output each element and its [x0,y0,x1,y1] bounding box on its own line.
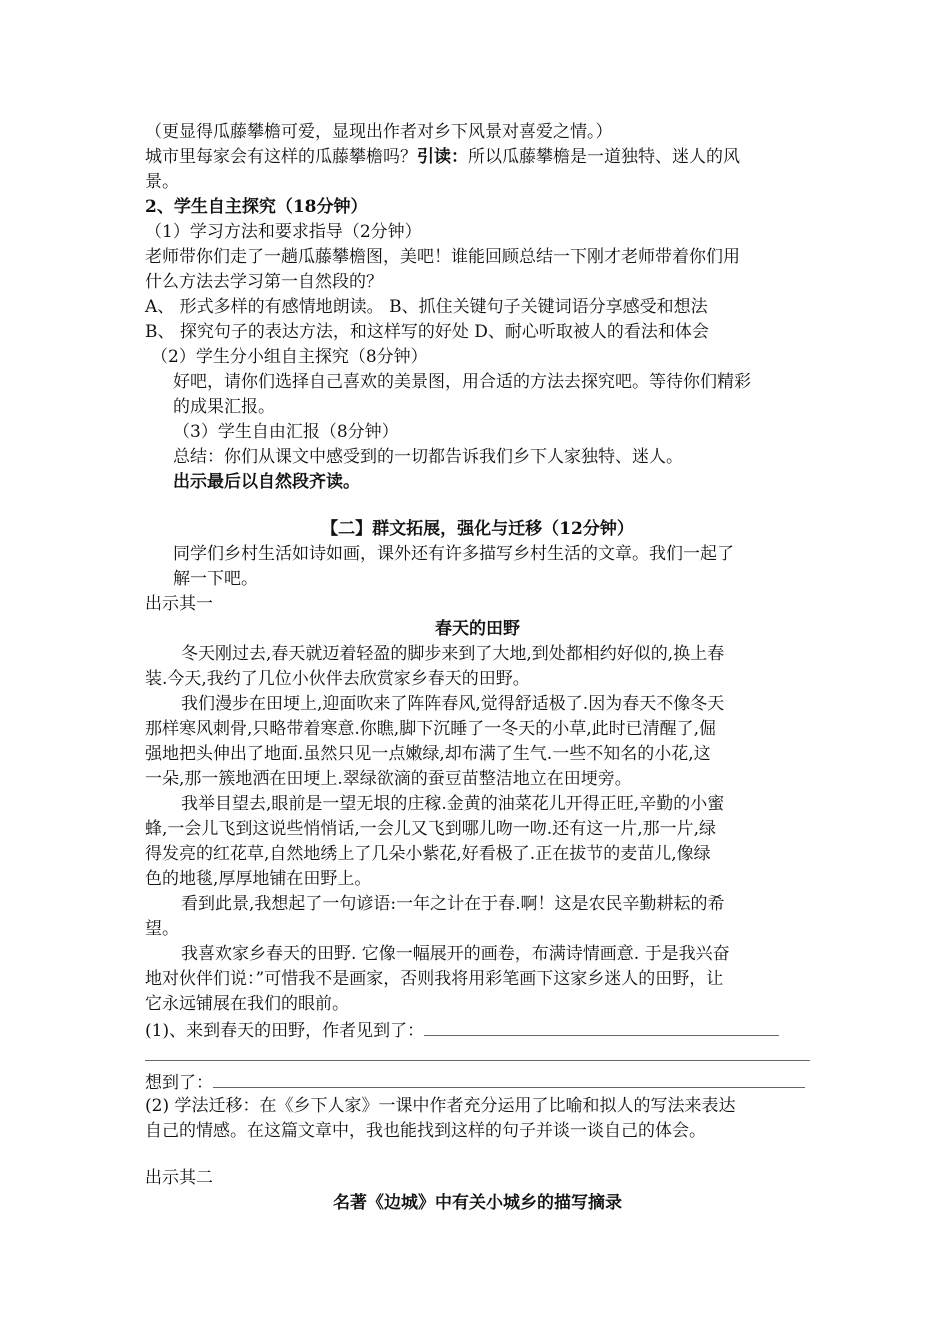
article-line: 强地把头伸出了地面.虽然只见一点嫩绿,却布满了生气.一些不知名的小花,这 [145,744,711,764]
question-line [145,1069,810,1094]
text-line: 出示其一 [145,594,213,614]
answer-blank[interactable] [213,1069,805,1088]
document-page [145,120,810,1216]
text-span: 城市里每家会有这样的瓜藤攀檐吗？ [145,147,417,167]
question-prompt: 想到了： [145,1073,213,1093]
summary-line: 总结：你们从课文中感受到的一切都告诉我们乡下人家独特、迷人。 [173,447,683,467]
option-line: B、 探究句子的表达方法，和这样写的好处 D、耐心听取被人的看法和体会 [145,322,709,342]
question-prompt: (1)、来到春天的田野，作者见到了： [145,1021,425,1041]
text-line: 景。 [145,172,179,192]
option-line: A、 形式多样的有感情地朗读。 B、抓住关键句子关键词语分享感受和想法 [145,297,708,317]
instruction-line: 出示最后以自然段齐读。 [173,472,360,492]
article-line: 它永远铺展在我们的眼前。 [145,994,349,1014]
subsection-title: （3）学生自由汇报（8分钟） [173,422,399,442]
article-line: 得发亮的红花草,自然地绣上了几朵小紫花,好看极了.正在拔节的麦苗儿,像绿 [145,844,711,864]
text-line [145,145,810,170]
text-line: 什么方法去学习第一自然段的？ [145,272,383,292]
article-title: 名著《边城》中有关小城乡的描写摘录 [333,1193,622,1213]
article-line: 地对伙伴们说：”可惜我不是画家，否则我将用彩笔画下这家乡迷人的田野，让 [145,969,724,989]
article-line: 看到此景,我想起了一句谚语:一年之计在于春.啊！这是农民辛勤耕耘的希 [181,894,725,914]
article-title: 春天的田野 [435,619,520,639]
question-line: (2) 学法迁移：在《乡下人家》一课中作者充分运用了比喻和拟人的写法来表达 [145,1096,736,1116]
subsection-title: （2）学生分小组自主探究（8分钟） [151,347,428,367]
article-line: 我举目望去,眼前是一望无垠的庄稼.金黄的油菜花儿开得正旺,辛勤的小蜜 [181,794,725,814]
answer-blank[interactable] [424,1017,779,1036]
article-line: 色的地毯,厚厚地铺在田野上。 [145,869,372,889]
article-line: 望。 [145,919,179,939]
question-line: 自己的情感。在这篇文章中，我也能找到这样的句子并谈一谈自己的体会。 [145,1121,706,1141]
article-line: 我喜欢家乡春天的田野. 它像一幅展开的画卷，布满诗情画意. 于是我兴奋 [181,944,730,964]
text-line: 同学们乡村生活如诗如画，课外还有许多描写乡村生活的文章。我们一起了 [173,544,734,564]
text-line: 解一下吧。 [173,569,258,589]
question-line [145,1017,810,1042]
article-line: 那样寒风刺骨,只略带着寒意.你瞧,脚下沉睡了一冬天的小草,此时已清醒了,倔 [145,719,717,739]
article-line: 一朵,那一簇地洒在田埂上.翠绿欲滴的蚕豆苗整洁地立在田埂旁。 [145,769,632,789]
answer-blank[interactable] [145,1042,810,1061]
guided-reading-label: 引读： [417,147,468,167]
text-line: 出示其二 [145,1168,213,1188]
text-line: （更显得瓜藤攀檐可爱，显现出作者对乡下风景对喜爱之情。） [145,122,613,142]
text-line: 好吧，请你们选择自己喜欢的美景图，用合适的方法去探究吧。等待你们精彩 [173,372,751,392]
article-line: 冬天刚过去,春天就迈着轻盈的脚步来到了大地,到处都相约好似的,换上春 [181,644,725,664]
text-line: 的成果汇报。 [173,397,275,417]
section-heading: 2、学生自主探究（18分钟） [145,197,368,217]
subsection-title: （1）学习方法和要求指导（2分钟） [145,222,422,242]
text-span: 所以瓜藤攀檐是一道独特、迷人的风 [468,147,740,167]
section-heading: 【二】群文拓展，强化与迁移（12分钟） [321,519,634,539]
text-line: 老师带你们走了一趟瓜藤攀檐图，美吧！谁能回顾总结一下刚才老师带着你们用 [145,247,740,267]
article-line: 蜂,一会儿飞到这说些悄悄话,一会儿又飞到哪儿吻一吻.还有这一片,那一片,绿 [145,819,717,839]
article-line: 装.今天,我约了几位小伙伴去欣赏家乡春天的田野。 [145,669,530,689]
article-line: 我们漫步在田埂上,迎面吹来了阵阵春风,觉得舒适极了.因为春天不像冬天 [181,694,725,714]
